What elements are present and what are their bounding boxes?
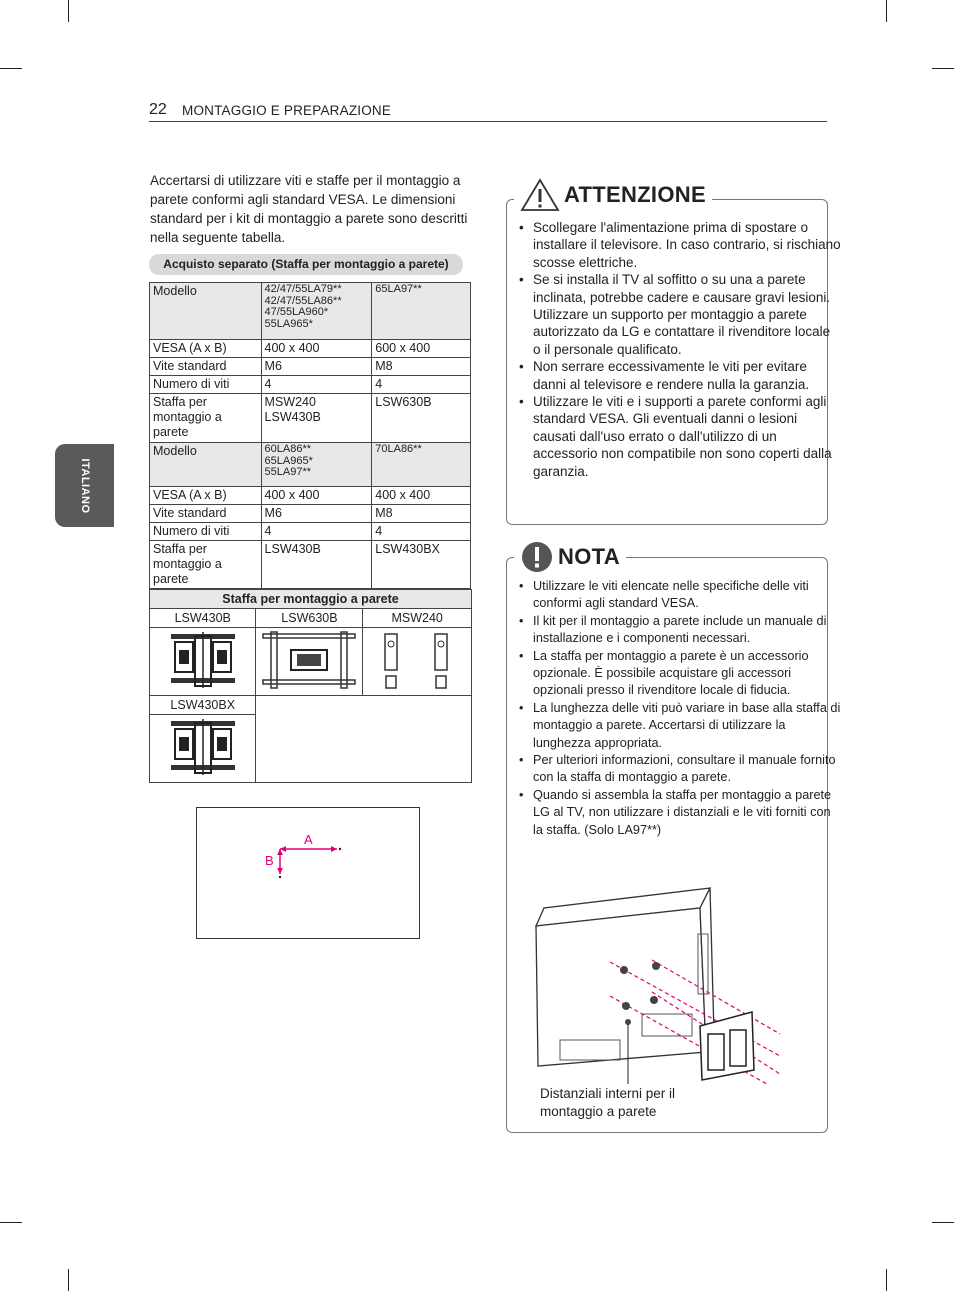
- table-row: [150, 505, 471, 523]
- cell-label: Vite standard: [150, 505, 262, 523]
- cell-label: Modello: [150, 283, 262, 340]
- intro-paragraph: Accertarsi di utilizzare viti e staffe per il montaggio a parete conformi agli standard VESA. Le dimensioni standard per i kit di montaggio a parete sono descritti nella seguente tabella.: [150, 173, 468, 245]
- cell-value: 600 x 400: [372, 340, 471, 358]
- list-item: • Se si installa il TV al soffitto o su una a parete inclinata, potrebbe cadere e causare gravi lesioni. Utilizzare un supporto per montaggio a parete autorizzato da LG e contattare il rivenditore locale o il personale qualificato.: [533, 271, 841, 358]
- cell-value: M8: [372, 358, 471, 376]
- bracket-image-cell: [256, 628, 363, 696]
- vesa-label-a: A: [304, 832, 313, 847]
- list-item: • La lunghezza delle viti può variare in base alla staffa di montaggio a parete. Accertarsi di utilizzare la lunghezza appropriata.: [533, 700, 843, 752]
- bracket-lsw430b-icon: [169, 630, 237, 690]
- cell-value: 4: [372, 523, 471, 541]
- bracket-image-cell: [150, 628, 256, 696]
- cell-value: 4: [372, 376, 471, 394]
- cell-models: 70LA86**: [372, 443, 471, 487]
- table-row: [150, 376, 471, 394]
- crop-mark: [68, 0, 69, 22]
- cell-value: 4: [261, 376, 372, 394]
- crop-mark: [0, 68, 22, 69]
- cell-value: MSW240 LSW430B: [261, 394, 372, 443]
- bracket-model-label: LSW430BX: [150, 696, 256, 715]
- cell-value: 400 x 400: [372, 487, 471, 505]
- attenzione-title: ATTENZIONE: [564, 182, 706, 207]
- cell-value: LSW430B: [261, 541, 372, 589]
- list-item: • Scollegare l'alimentazione prima di spostare o installare il televisore. In caso contrario, si rischiano scosse elettriche.: [533, 219, 841, 271]
- bracket-table-title: Staffa per montaggio a parete: [150, 590, 472, 609]
- bracket-model-label: LSW430B: [150, 609, 256, 628]
- crop-mark: [932, 1222, 954, 1223]
- language-tab-label: ITALIANO: [78, 457, 91, 514]
- bracket-model-label: MSW240: [363, 609, 472, 628]
- cell-label: Vite standard: [150, 358, 262, 376]
- crop-mark: [0, 1222, 22, 1223]
- cell-models: 60LA86** 65LA965* 55LA97**: [261, 443, 372, 487]
- table-row: [150, 358, 471, 376]
- list-item: • Quando si assembla la staffa per montaggio a parete LG al TV, non utilizzare i distanziali e le viti forniti con la staffa. (Solo LA97**): [533, 787, 843, 839]
- section-title: MONTAGGIO E PREPARAZIONE: [182, 103, 392, 118]
- table-row: [150, 541, 471, 589]
- header-divider: [149, 121, 827, 122]
- crop-mark: [886, 1269, 887, 1291]
- cell-label: Staffa per montaggio a parete: [150, 394, 262, 443]
- nota-header: [514, 539, 626, 575]
- cell-models: 65LA97**: [372, 283, 471, 340]
- vesa-label-b: B: [265, 853, 274, 868]
- cell-value: M8: [372, 505, 471, 523]
- list-item: • La staffa per montaggio a parete è un accessorio opzionale. È possibile acquistare gli accessori opzionali presso il rivenditore locale di fiducia.: [533, 648, 843, 700]
- list-item: • Utilizzare le viti elencate nelle specifiche delle viti conformi agli standard VESA.: [533, 578, 843, 613]
- nota-title: NOTA: [558, 544, 620, 569]
- table-row: [150, 394, 471, 443]
- bracket-lsw630b-icon: [261, 630, 357, 690]
- empty-cell: [256, 696, 472, 783]
- cell-models: 42/47/55LA79** 42/47/55LA86** 47/55LA960* 55LA965*: [261, 283, 372, 340]
- cell-label: Staffa per montaggio a parete: [150, 541, 262, 589]
- bracket-model-label: LSW630B: [256, 609, 363, 628]
- cell-value: 400 x 400: [261, 487, 372, 505]
- cell-label: VESA (A x B): [150, 340, 262, 358]
- purchase-label: Acquisto separato (Staffa per montaggio a parete): [149, 254, 463, 275]
- list-item: • Non serrare eccessivamente le viti per evitare danni al televisore e rendere nulla la garanzia.: [533, 358, 841, 393]
- cell-label: Modello: [150, 443, 262, 487]
- table-row: [150, 487, 471, 505]
- table-row: [150, 523, 471, 541]
- bracket-lsw430bx-icon: [169, 717, 237, 777]
- nota-list: [507, 578, 843, 839]
- cell-value: LSW430BX: [372, 541, 471, 589]
- cell-value: LSW630B: [372, 394, 471, 443]
- attenzione-list: [507, 219, 841, 480]
- spacers-caption: Distanziali interni per il montaggio a parete: [540, 1086, 676, 1119]
- table-row: [150, 340, 471, 358]
- crop-mark: [68, 1269, 69, 1291]
- table-row: [150, 283, 471, 340]
- cell-value: 4: [261, 523, 372, 541]
- cell-label: Numero di viti: [150, 523, 262, 541]
- list-item: • Il kit per il montaggio a parete include un manuale di installazione e i componenti necessari.: [533, 613, 843, 648]
- cell-label: VESA (A x B): [150, 487, 262, 505]
- crop-mark: [932, 68, 954, 69]
- table-row: [150, 443, 471, 487]
- bracket-msw240-icon: [377, 630, 457, 690]
- bracket-image-cell: [150, 715, 256, 783]
- page-number: 22: [149, 101, 167, 118]
- warning-triangle-icon: [520, 178, 560, 212]
- vesa-diagram: [196, 807, 420, 939]
- cell-value: M6: [261, 505, 372, 523]
- cell-value: 400 x 400: [261, 340, 372, 358]
- exclamation-circle-icon: [520, 540, 554, 574]
- cell-value: M6: [261, 358, 372, 376]
- list-item: • Per ulteriori informazioni, consultare il manuale fornito con la staffa di montaggio a parete.: [533, 752, 843, 787]
- language-tab: [55, 444, 114, 527]
- cell-label: Numero di viti: [150, 376, 262, 394]
- list-item: • Utilizzare le viti e i supporti a parete conformi agli standard VESA. Gli eventuali danni o lesioni causati dall'uso errato o dall'utilizzo di un accessorio non compatibile non sono coperti dalla garanzia.: [533, 393, 841, 480]
- spec-table: [149, 282, 471, 589]
- bracket-image-cell: [363, 628, 472, 696]
- tv-back-mounting-illustration: [530, 884, 790, 1084]
- crop-mark: [886, 0, 887, 22]
- attenzione-header: [514, 175, 712, 215]
- bracket-table: [149, 589, 472, 783]
